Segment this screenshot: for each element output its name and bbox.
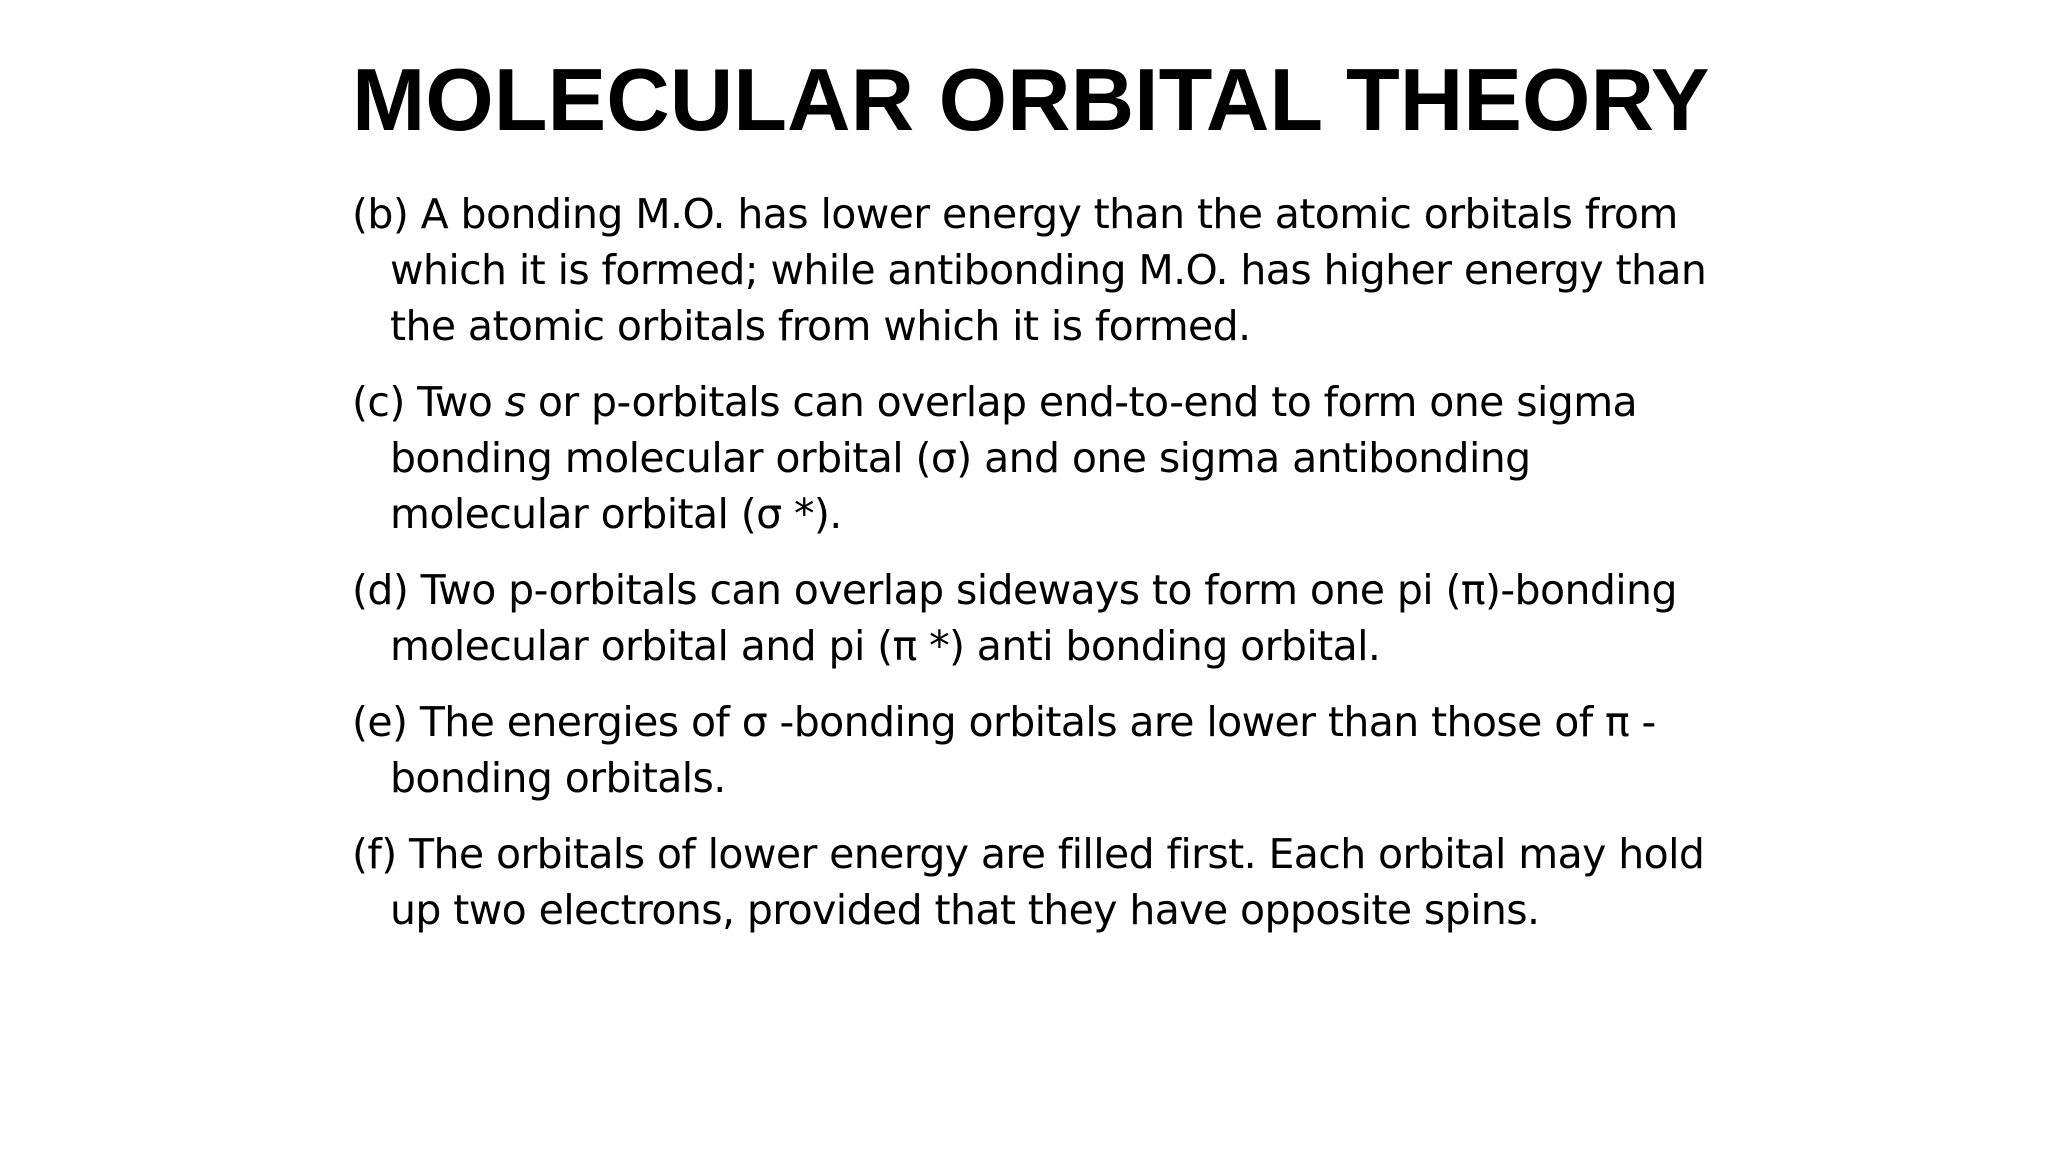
slide-body	[352, 186, 1722, 958]
point-f: (f) The orbitals of lower energy are filled first. Each orbital may hold up two electrons, provided that they have opposite spins.	[352, 830, 1705, 934]
point-c-prefix: (c) Two	[352, 378, 505, 426]
point-e: (e) The energies of σ -bonding orbitals are lower than those of π -bonding orbitals.	[352, 698, 1656, 802]
slide-title: MOLECULAR ORBITAL THEORY	[352, 50, 1710, 149]
point-c-italic-s: s	[504, 378, 526, 426]
point-d: (d) Two p-orbitals can overlap sideways to form one pi (π)-bonding molecular orbital and pi (π *) anti bonding orbital.	[352, 566, 1677, 670]
point-c	[352, 374, 1722, 542]
point-b: (b) A bonding M.O. has lower energy than the atomic orbitals from which it is formed; while antibonding M.O. has higher energy than the atomic orbitals from which it is formed.	[352, 190, 1707, 350]
point-c-suffix: or p-orbitals can overlap end-to-end to form one sigma bonding molecular orbital (σ) and one sigma antibonding molecular orbital (σ *).	[390, 378, 1638, 538]
